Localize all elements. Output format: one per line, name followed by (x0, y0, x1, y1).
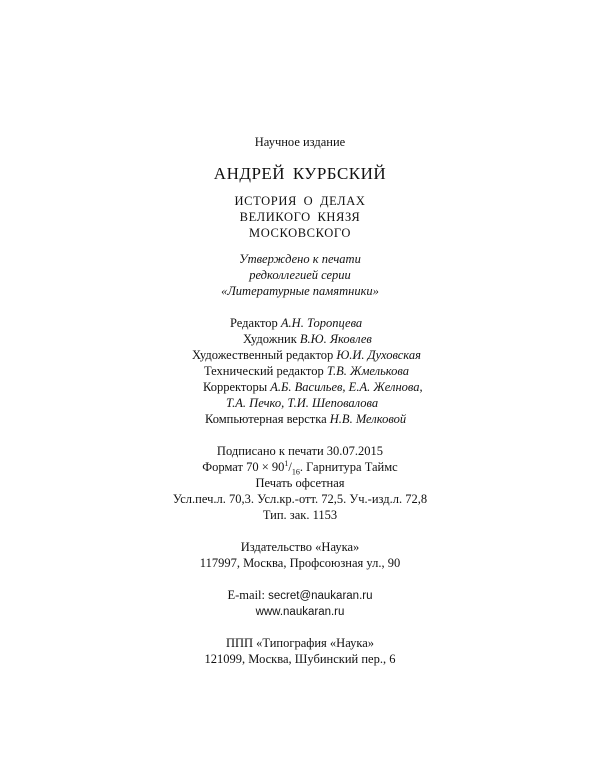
credit-proofreaders (203, 380, 423, 395)
credit-role: Художник (243, 332, 300, 346)
credit-art-editor (192, 348, 421, 363)
edition-type: Научное издание (254, 135, 346, 149)
approval-line-3: «Литературные памятники» (221, 284, 379, 298)
credit-person: А.Н. Торопцева (280, 316, 363, 330)
credit-proofreaders-cont (226, 396, 378, 411)
publisher-email (0, 588, 600, 604)
printing-method: Печать офсетная (255, 476, 345, 490)
author-name: АНДРЕЙ КУРБСКИЙ (213, 164, 387, 183)
approval-line-1: Утверждено к печати (239, 252, 361, 266)
credit-layout (205, 412, 406, 427)
credit-tech-editor (204, 364, 409, 379)
credit-person: А.Б. Васильев, Е.А. Желнова, (270, 380, 423, 394)
book-title-line-2: ВЕЛИКОГО КНЯЗЯ (239, 210, 361, 224)
order-number: Тип. зак. 1153 (262, 508, 338, 522)
credit-person: Т.А. Печко, Т.И. Шеповалова (226, 396, 379, 410)
credit-role: Корректоры (203, 380, 271, 394)
signed-to-print: Подписано к печати 30.07.2015 (216, 444, 384, 458)
format-typeface (0, 460, 600, 475)
credit-role: Компьютерная верстка (205, 412, 330, 426)
format-slash: / (288, 460, 292, 474)
book-title-line-1: ИСТОРИЯ О ДЕЛАХ (234, 194, 366, 208)
approval-line-2: редколлегией серии (249, 268, 351, 282)
credit-artist (243, 332, 372, 347)
publisher-address: 117997, Москва, Профсоюзная ул., 90 (199, 556, 401, 570)
credit-role: Художественный редактор (192, 348, 337, 362)
format-suffix: . Гарнитура Таймс (299, 460, 398, 474)
website-link[interactable]: www.naukaran.ru (255, 606, 345, 618)
printed-sheets: Усл.печ.л. 70,3. Усл.кр.-отт. 72,5. Уч.-изд.л. 72,8 (172, 492, 428, 506)
publisher-name: Издательство «Наука» (240, 540, 360, 554)
credit-role: Технический редактор (204, 364, 327, 378)
book-title-line-3: МОСКОВСКОГО (249, 226, 351, 240)
credit-role: Редактор (230, 316, 281, 330)
printer-address: 121099, Москва, Шубинский пер., 6 (204, 652, 396, 666)
format-denominator: 16 (291, 467, 300, 477)
email-label: E-mail: (227, 588, 269, 602)
publisher-website (0, 604, 600, 620)
format-prefix: Формат 70 × 90 (202, 460, 285, 474)
credit-person: Ю.И. Духовская (336, 348, 421, 362)
printer-name: ППП «Типография «Наука» (225, 636, 375, 650)
format-numerator: 1 (284, 458, 289, 468)
credit-person: В.Ю. Яковлев (299, 332, 372, 346)
email-address[interactable]: secret@naukaran.ru (268, 590, 373, 602)
credit-person: Т.В. Жмелькова (326, 364, 410, 378)
credit-person: Н.В. Мелковой (329, 412, 407, 426)
credit-editor (230, 316, 362, 331)
